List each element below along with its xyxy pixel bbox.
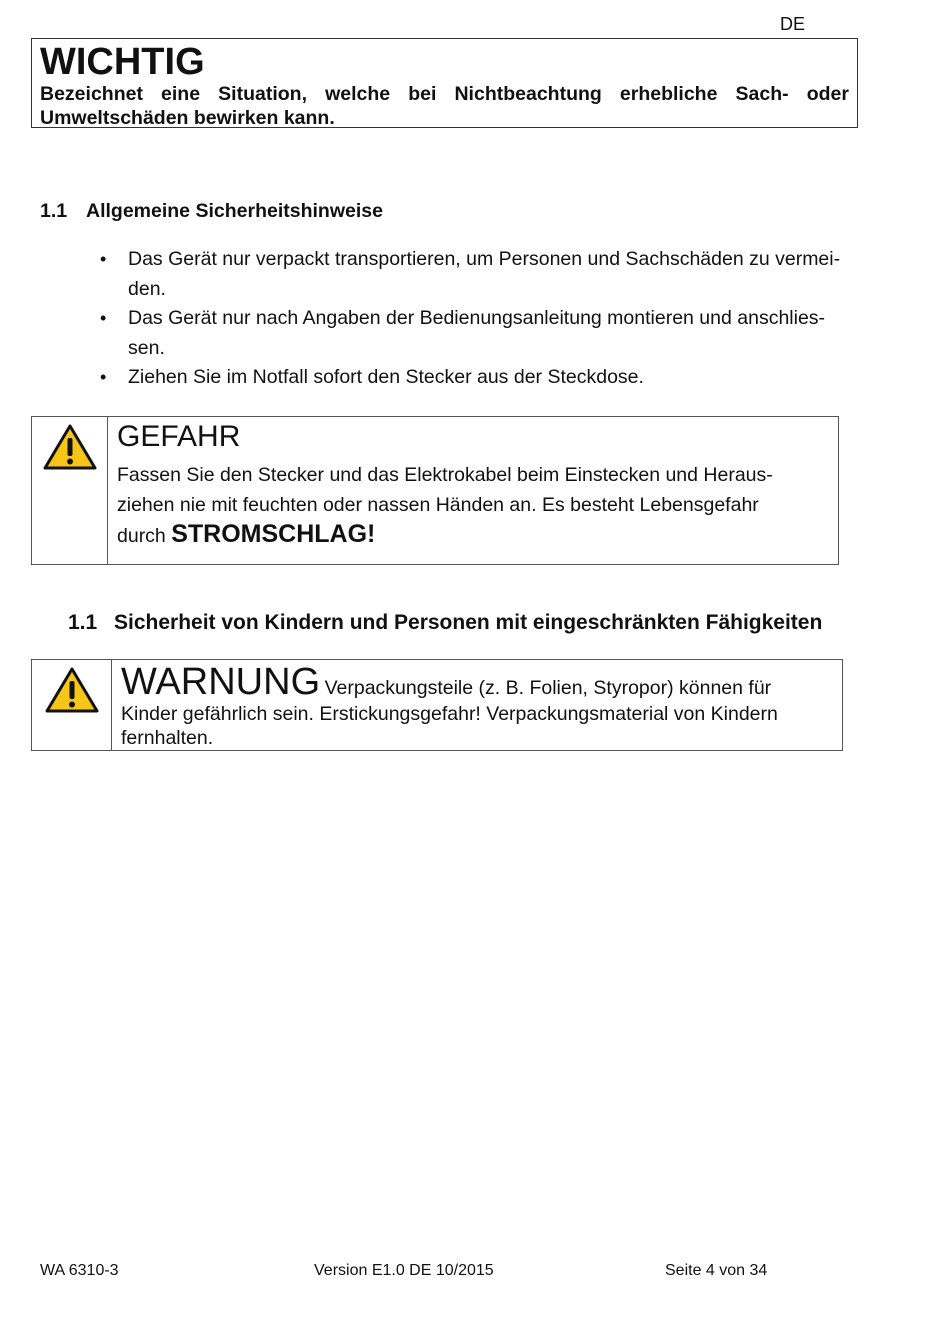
warnung-first-line	[121, 662, 778, 702]
warnung-icon-cell	[32, 660, 112, 750]
gefahr-line: Fassen Sie den Stecker und das Elektrokabel beim Einstecken und Heraus-	[117, 464, 773, 486]
wichtig-notice-box	[31, 38, 858, 128]
warnung-content	[112, 660, 778, 750]
warnung-warning-box	[31, 659, 843, 751]
gefahr-text	[117, 461, 773, 552]
bullet-line: Das Gerät nur nach Angaben der Bedienungsanleitung montieren und anschlies-	[128, 307, 826, 329]
section-title: Sicherheit von Kindern und Personen mit eingeschränkten Fähigkeiten	[114, 611, 823, 634]
bullet-line: sen.	[128, 336, 165, 359]
section-number: 1.1	[68, 611, 98, 634]
warnung-title: WARNUNG	[121, 661, 321, 703]
footer-page-number: Seite 4 von 34	[665, 1262, 768, 1279]
section-title: Allgemeine Sicherheitshinweise	[86, 200, 383, 222]
gefahr-line: durch	[117, 525, 166, 547]
language-label: DE	[780, 14, 806, 34]
gefahr-content	[108, 417, 773, 564]
gefahr-title: GEFAHR	[117, 420, 241, 453]
warnung-text: fernhalten.	[121, 727, 214, 749]
wichtig-title: WICHTIG	[40, 41, 205, 83]
gefahr-icon-cell	[32, 417, 108, 564]
warnung-text: Verpackungsteile (z. B. Folien, Styropor) können für	[324, 677, 772, 699]
list-item	[100, 245, 900, 304]
warning-triangle-icon	[43, 423, 97, 471]
list-item	[100, 363, 900, 393]
stromschlag-emphasis: STROMSCHLAG!	[171, 520, 376, 548]
footer-version: Version E1.0 DE 10/2015	[314, 1262, 494, 1279]
section-heading-children-safety	[68, 611, 822, 635]
bullet-line: Ziehen Sie im Notfall sofort den Stecker aus der Steckdose.	[128, 366, 644, 388]
footer-model: WA 6310-3	[40, 1262, 119, 1279]
safety-bullet-list	[100, 245, 900, 393]
gefahr-line: ziehen nie mit feuchten oder nassen Händen an. Es besteht Lebensgefahr	[117, 493, 759, 516]
list-item	[100, 304, 900, 363]
gefahr-warning-box	[31, 416, 839, 565]
bullet-line: Das Gerät nur verpackt transportieren, um Personen und Sachschäden zu vermei-	[128, 248, 841, 270]
bullet-line: den.	[128, 277, 166, 300]
warnung-text: Kinder gefährlich sein. Erstickungsgefahr! Verpackungsmaterial von Kindern	[121, 703, 778, 725]
section-number: 1.1	[40, 200, 68, 222]
wichtig-text: Bezeichnet eine Situation, welche bei Nichtbeachtung erhebliche Sach- oder Umweltschäden bewirken kann.	[40, 83, 849, 129]
warning-triangle-icon	[45, 666, 99, 714]
section-heading-general-safety	[40, 200, 383, 223]
